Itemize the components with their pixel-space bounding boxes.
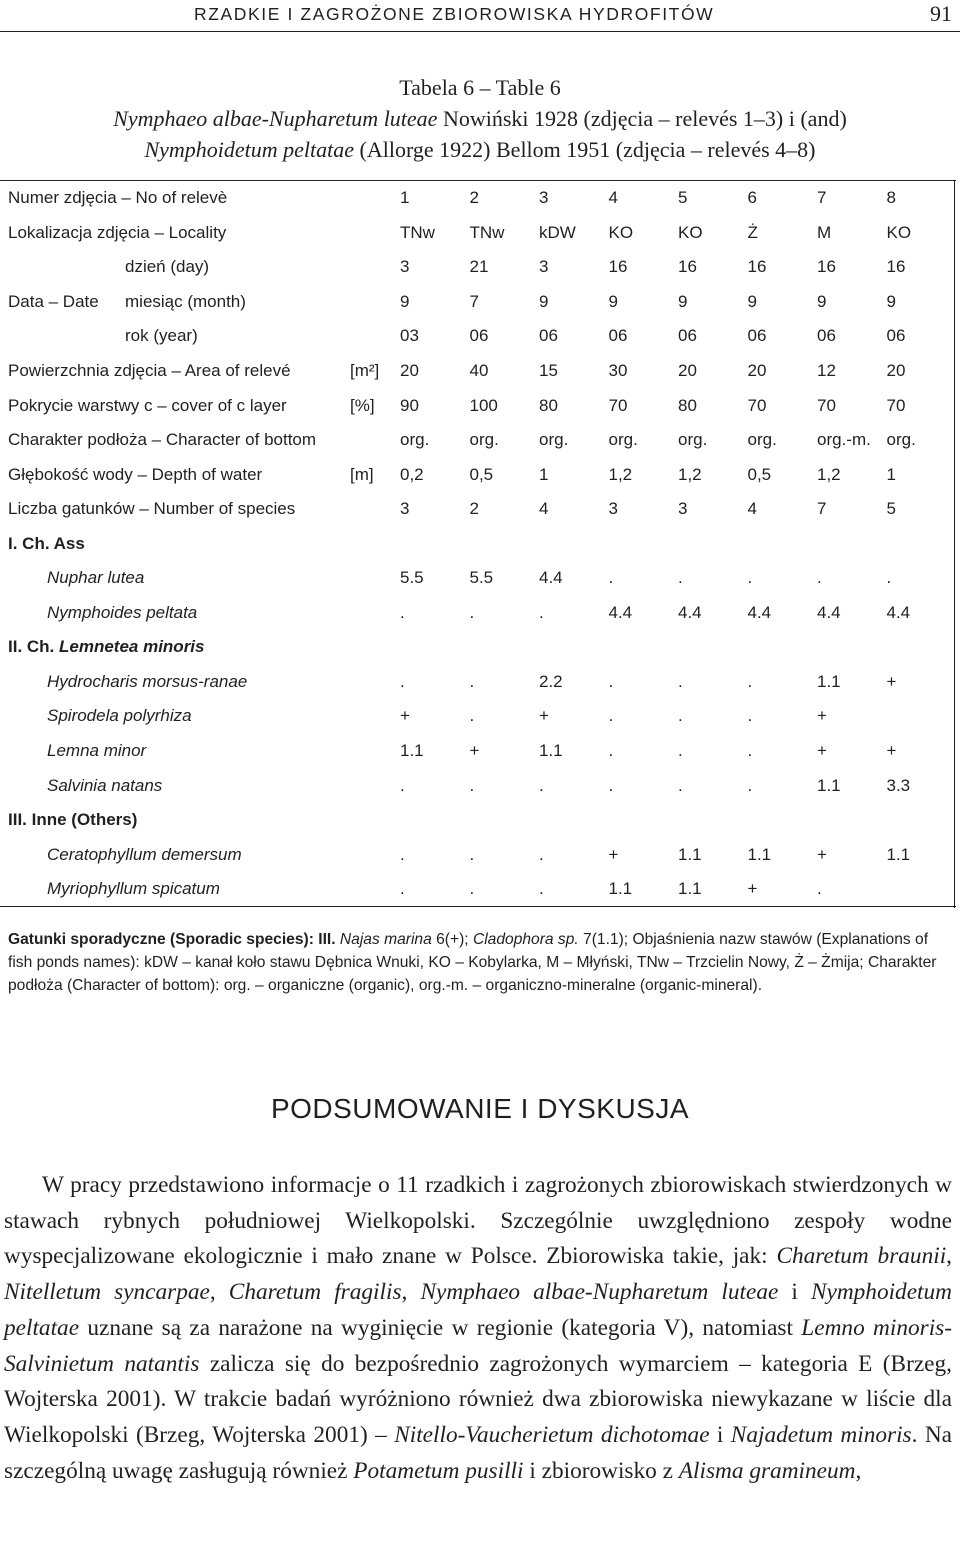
table-cell [887,872,957,907]
table-cell: . [886,568,892,588]
empty-cell [748,630,818,665]
group-heading-cell [0,630,400,665]
body-text-run: i [709,1421,731,1448]
group-heading [8,637,205,657]
table-cell: 7 [817,181,887,216]
table-cell: 1.1 [678,844,702,864]
table-cell: 3 [539,257,549,277]
group-heading-text: III. Inne (Others) [8,810,138,830]
table-cell: 21 [469,257,489,277]
empty-cell [817,526,887,561]
table-cell: . [747,706,753,726]
table-cell: 7 [469,291,479,311]
row-sublabel: miesiąc (month) [125,291,246,311]
table-cell: 06 [608,326,628,346]
table-cell: 06 [747,326,767,346]
body-taxon: Nymphaeo albae [420,1279,585,1306]
table-cell: KO [608,222,634,242]
group-heading-row [0,526,956,561]
body-text-run: i zbiorowisko z [523,1457,679,1484]
page-number: 91 [930,1,952,26]
table-cell: 90 [400,395,419,415]
empty-cell [609,630,679,665]
table-cell: 9 [400,291,410,311]
table-cell: . [469,844,475,864]
species-row [0,665,956,700]
caption-community-1: Nymphaeo albae-Nupharetum luteae [113,106,438,131]
table-cell: 0,5 [747,464,772,484]
table-row [0,388,956,423]
table-caption-line2 [0,103,960,134]
running-title: RZADKIE I ZAGROŻONE ZBIOROWISKA HYDROFITÓW [194,4,715,24]
table-cell: 70 [608,395,628,415]
row-unit: [m²] [350,361,380,380]
row-label: Charakter podłoża – Character of bottom [8,430,317,450]
table-cell: 80 [678,395,697,415]
row-sublabel: dzień (day) [125,257,210,277]
group-heading-cell [0,803,400,838]
table-cell: 16 [747,257,767,277]
table-cell: org. [539,430,569,450]
table-cell: 03 [400,326,419,346]
caption-line2-rest: Nowiński 1928 (zdjęcia – relevés 1–3) i (and) [437,106,847,131]
species-name-cell [0,837,400,872]
body-text-run: uznane są za narażone na wyginięcie w regionie (kategoria V), natomiast [79,1314,802,1341]
body-text-run: , [401,1279,421,1306]
table-cell: . [747,568,753,588]
body-taxon: Charetum fragilis [228,1279,402,1306]
empty-cell [400,803,470,838]
empty-cell [539,630,609,665]
empty-cell [609,526,679,561]
table-cell: 3 [400,257,410,277]
table-cell: 2 [470,181,540,216]
table-cell: 1.1 [678,872,748,907]
row-label: Głębokość wody – Depth of water [8,464,263,484]
row-label-cell [0,354,400,389]
table-cell: + [539,706,549,726]
body-taxon: Potametum pusilli [353,1457,524,1484]
table-cell: . [400,775,405,795]
body-text-run: i [778,1279,811,1306]
empty-cell [470,526,540,561]
species-name-cell [0,872,400,907]
species-name-cell [0,734,400,769]
species-row [0,872,956,907]
footnote-species-2: Cladophora sp. [472,931,579,948]
footnote-text-1: 6(+); [431,931,473,948]
body-taxon: Lemno minoris [801,1314,945,1341]
species-row [0,837,956,872]
row-label-cell [0,250,400,285]
table-cell: . [400,602,405,622]
table-cell: TNw [400,222,435,242]
row-label: Liczba gatunków – Number of species [8,499,296,519]
empty-cell [887,803,957,838]
row-label-cell [0,216,400,251]
footnote-species-1: Najas marina [339,931,432,948]
table-cell: 16 [817,257,836,277]
empty-cell [470,630,540,665]
table-cell: 4.4 [886,602,911,622]
table-cell: org. [747,430,777,450]
table-cell: 3.3 [886,775,911,795]
species-name: Spirodela polyrhiza [47,706,192,726]
running-header [0,0,960,26]
table-cell: . [539,775,544,795]
species-name: Lemna minor [47,741,147,761]
table-cell: . [470,872,540,907]
table-row [0,354,956,389]
species-row [0,699,956,734]
table-cell: 16 [608,257,628,277]
empty-cell [539,526,609,561]
table-cell: TNw [469,222,505,242]
table-row [0,457,956,492]
table-cell: 1,2 [608,464,633,484]
table-cell: 4.4 [608,602,633,622]
table-cell: 70 [817,395,836,415]
table-cell: 4.4 [747,602,772,622]
table-cell: + [748,872,818,907]
table-cell: + [608,844,619,864]
row-label: Powierzchnia zdjęcia – Area of relevé [8,361,291,380]
empty-cell [400,526,470,561]
table-row [0,319,956,354]
table-cell: 40 [469,361,489,380]
table-right-border [954,180,955,908]
table-cell: 06 [678,326,697,346]
table-cell: . [608,775,614,795]
table-cell: 3 [608,499,618,519]
table-cell: 06 [886,326,906,346]
table-cell: . [539,602,544,622]
table-cell: . [678,706,683,726]
table-cell: . [747,741,753,761]
table-cell: org.-m. [817,430,871,450]
group-heading-text: I. Ch. Ass [8,533,85,553]
empty-cell [748,526,818,561]
table-cell: 1.1 [747,844,772,864]
table-cell: 06 [469,326,489,346]
table-cell: 1 [886,464,896,484]
empty-cell [887,526,957,561]
table-cell: 9 [886,291,896,311]
empty-cell [678,526,748,561]
group-heading-cell [0,526,400,561]
species-name: Nymphoides peltata [47,602,198,622]
row-unit: [%] [350,395,375,415]
empty-cell [748,803,818,838]
body-text-run: W pracy przedstawiono informacje o 11 rzadkich i zagrożonych zbiorowiskach stwierdzonych w stawach rybnych południowej Wielkopolski. Szczególnie uwzględniono zespoły wodne wyspecjalizowane ekologicznie i mało znane w Polsce. Zbiorowiska takie, jak: [4,1172,952,1270]
table-cell: 1.1 [817,671,841,691]
table-cell: M [817,222,832,242]
table-cell: 4 [747,499,757,519]
species-name-cell [0,561,400,596]
table-cell: 12 [817,361,836,380]
table-cell: 20 [886,361,906,380]
table-cell: . [608,706,614,726]
group-heading-taxon: Lemnetea minoris [59,637,205,657]
body-text-run: . Na szczególną uwagę zasługują również [4,1421,952,1484]
table-cell: 1 [400,181,470,216]
table-cell: + [886,741,897,761]
table-cell: . [678,741,683,761]
body-taxon: Nitello-Vaucherietum dichotomae [394,1421,710,1448]
row-label-cell [0,388,400,423]
row-label: Data – Date [8,291,99,311]
section-title: PODSUMOWANIE I DYSKUSJA [270,1093,690,1124]
species-name: Nuphar lutea [47,568,145,588]
empty-cell [678,630,748,665]
table-cell: 70 [886,395,906,415]
table-cell: 16 [678,257,697,277]
empty-cell [887,630,957,665]
caption-line3-rest: (Allorge 1922) Bellom 1951 (zdjęcia – relevés 4–8) [354,137,816,162]
table-caption-line1: Tabela 6 – Table 6 [399,75,561,100]
table-cell: 06 [817,326,836,346]
body-text-run: zalicza się do bezpośrednio zagrożonych wymarciem – kategoria E (Brzeg, Wojterska 2001). W trakcie badań wyróżniono również dwa zbiorowiska niewykazane w liście dla Wielkopolski (Brzeg, Wojterska 2001) – [4,1350,952,1448]
group-heading [8,534,85,554]
table-cell: + [886,671,897,691]
caption-community-2: Nymphoidetum peltatae [144,137,355,162]
table-cell: . [469,671,475,691]
table-cell: . [469,602,475,622]
table-cell: . [747,671,753,691]
table-cell: 3 [400,499,410,519]
table-cell: org. [400,430,430,450]
table-cell: 80 [539,395,558,415]
species-name-cell [0,699,400,734]
species-row [0,768,956,803]
species-name: Ceratophyllum demersum [47,844,242,864]
table-cell: kDW [539,222,576,242]
table-cell: . [747,775,753,795]
table-cell: . [539,844,544,864]
table-cell: 9 [608,291,618,311]
body-taxon: Salvinietum natantis [4,1350,200,1377]
table-cell: . [608,741,614,761]
table-cell: + [469,741,480,761]
body-taxon: Najadetum minoris [730,1421,912,1448]
table-cell: org. [469,430,499,450]
table-cell: 70 [747,395,767,415]
row-label: Lokalizacja zdjęcia – Locality [8,222,227,242]
table-cell: 1.1 [400,741,424,761]
row-label-cell [0,319,400,354]
table-cell: . [400,671,405,691]
table-cell: 3 [539,181,609,216]
table-cell: 100 [469,395,498,415]
table-cell: 4 [539,499,549,519]
table-cell: org. [886,430,916,450]
table-cell: 30 [608,361,628,380]
table-cell: 1.1 [609,872,679,907]
empty-cell [817,803,887,838]
table-cell: 3 [678,499,688,519]
table-cell: org. [608,430,638,450]
row-label-cell [0,181,400,216]
group-heading [8,810,137,830]
table-cell: 9 [817,291,827,311]
body-paragraph [4,1168,952,1489]
table-cell: 9 [747,291,757,311]
table-cell: 4 [609,181,679,216]
table-cell: . [400,844,405,864]
species-name: Hydrocharis morsus-ranae [47,671,248,691]
table-cell: 4.4 [678,602,702,622]
species-name: Salvinia natans [47,775,163,795]
species-name-cell [0,768,400,803]
body-taxon: Nitelletum syncarpae [4,1279,210,1306]
body-text-run: - [584,1279,593,1306]
table-row [0,181,956,216]
table-cell: 4.4 [817,602,841,622]
row-label-cell [0,457,400,492]
table-cell: 1.1 [817,775,841,795]
table-caption-line3 [0,134,960,165]
table-cell: 9 [539,291,549,311]
empty-cell [678,803,748,838]
table-cell: . [469,775,475,795]
table-cell: 20 [678,361,697,380]
table-cell: KO [678,222,703,242]
row-label: Numer zdjęcia – No of relevè [8,188,228,208]
species-row [0,734,956,769]
footnote-text-2: 7(1.1); Objaśnienia nazw stawów (Explanations of fish ponds names): kDW – kanał koło stawu Dębnica Wnuki, KO – Kobylarka, M – Młyński, TNw – Trzcielin Nowy, Ż – Żmija; Charakter podłoża (Character of bottom): org. – organiczne (organic), org.-m. – organiczno-mineralne (organic-mineral). [8,931,937,994]
group-heading-text: II. Ch. [8,637,59,657]
footnote-lead: Gatunki sporadyczne (Sporadic species): III. [8,931,336,948]
table-cell: 20 [400,361,419,380]
table-cell: . [678,671,683,691]
row-label-cell [0,285,400,320]
body-text-run: - [944,1314,952,1341]
table-cell: Ż [747,222,758,242]
group-heading-row [0,630,956,665]
table-cell: 4.4 [539,568,563,588]
table-row [0,492,956,527]
table-cell: 06 [539,326,558,346]
table-cell: . [539,872,609,907]
table-cell: + [817,844,827,864]
releve-table-body [0,181,956,907]
table-cell: 6 [748,181,818,216]
row-label: Pokrycie warstwy c – cover of c layer [8,395,287,415]
table-cell: 0,2 [400,464,424,484]
table-cell: + [817,741,827,761]
empty-cell [539,803,609,838]
table-cell: 5.5 [400,568,424,588]
table-cell: org. [678,430,708,450]
table-cell: 2.2 [539,671,563,691]
body-taxon: Nupharetum luteae [592,1279,779,1306]
table-cell: 1.1 [886,844,911,864]
table-row [0,216,956,251]
empty-cell [400,630,470,665]
table-row [0,250,956,285]
table-cell: 1.1 [539,741,563,761]
species-row [0,596,956,631]
body-taxon: Alisma gramineum [678,1457,856,1484]
table-cell: 20 [747,361,767,380]
row-unit: [m] [350,464,374,484]
empty-cell [609,803,679,838]
body-text [4,1168,952,1489]
table-cell: 5 [886,499,896,519]
table-cell: . [608,568,614,588]
row-label-cell [0,492,400,527]
body-text-run: , [209,1279,229,1306]
table-row [0,285,956,320]
species-name-cell [0,596,400,631]
empty-cell [817,630,887,665]
table-cell: . [678,568,683,588]
body-text-run: , [855,1457,862,1484]
empty-cell [470,803,540,838]
table-cell: + [400,706,410,726]
row-sublabel: rok (year) [125,326,198,346]
table-cell: 8 [887,181,957,216]
table-cell: . [469,706,475,726]
row-label-cell [0,423,400,458]
species-name: Myriophyllum spicatum [47,879,220,899]
releve-table [0,180,956,907]
body-taxon: Nymphoidetum peltatae [4,1279,952,1341]
table-cell: 1 [539,464,549,484]
body-taxon: Charetum braunii [776,1243,947,1270]
table-cell: . [400,872,470,907]
table-row [0,423,956,458]
table-cell: . [678,775,683,795]
table-cell: . [817,872,887,907]
group-heading-row [0,803,956,838]
table-cell: 1,2 [817,464,841,484]
table-cell [887,699,957,734]
table-cell: 0,5 [469,464,494,484]
table-cell: 1,2 [678,464,702,484]
table-cell: 2 [469,499,479,519]
table-cell: 9 [678,291,688,311]
body-text-run: , [946,1243,952,1270]
table-cell: 7 [817,499,827,519]
table-cell: . [817,568,822,588]
table-cell: KO [886,222,912,242]
table-cell: 16 [886,257,906,277]
species-name-cell [0,665,400,700]
table-cell: . [608,671,614,691]
species-row [0,561,956,596]
header-rule [0,31,960,32]
table-cell: 5.5 [469,568,494,588]
table-cell: 5 [678,181,748,216]
table-footnote [8,928,948,997]
table-cell: + [817,706,827,726]
table-cell: 15 [539,361,558,380]
